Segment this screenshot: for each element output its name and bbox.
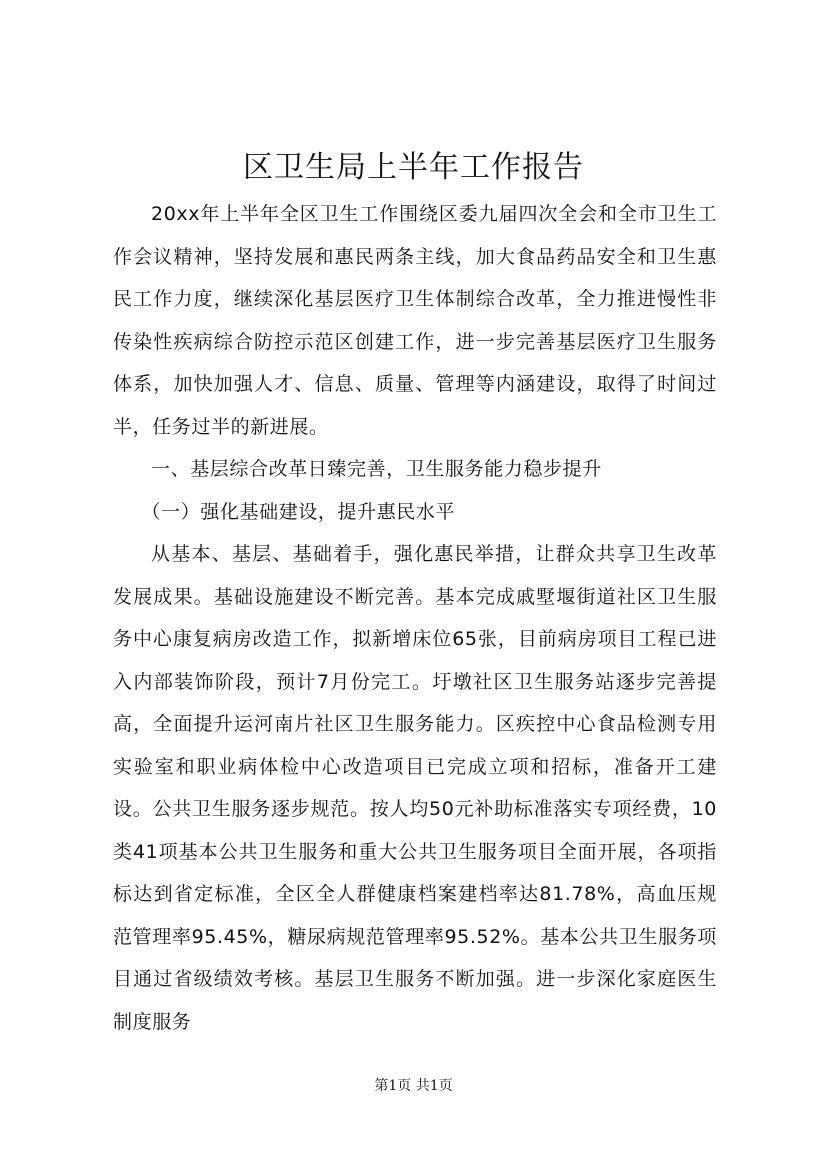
document-body xyxy=(113,193,717,1043)
body-paragraph: 从基本、基层、基础着手，强化惠民举措，让群众共享卫生改革发展成果。基础设施建设不断完善。基本完成戚墅堰街道社区卫生服务中心康复病房改造工作，拟新增床位65张，目前病房项目工程已进入内部装饰阶段，预计7月份完工。圩墩社区卫生服务站逐步完善提高，全面提升运河南片社区卫生服务能力。区疾控中心食品检测专用实验室和职业病体检中心改造项目已完成立项和招标，准备开工建设。公共卫生服务逐步规范。按人均50元补助标准落实专项经费，10类41项基本公共卫生服务和重大公共卫生服务项目全面开展，各项指标达到省定标准，全区全人群健康档案建档率达81.78%，高血压规范管理率95.45%，糖尿病规范管理率95.52%。基本公共卫生服务项目通过省级绩效考核。基层卫生服务不断加强。进一步深化家庭医生制度服务 xyxy=(113,543,717,1033)
subsection-heading: （一）强化基础建设，提升惠民水平 xyxy=(141,500,456,523)
page-footer: 第1页 共1页 xyxy=(374,1078,453,1094)
intro-paragraph: 20xx年上半年全区卫生工作围绕区委九届四次全会和全市卫生工作会议精神，坚持发展和惠民两条主线，加大食品药品安全和卫生惠民工作力度，继续深化基层医疗卫生体制综合改革，全力推进慢性非传染性疾病综合防控示范区创建工作，进一步完善基层医疗卫生服务体系，加快加强人才、信息、质量、管理等内涵建设，取得了时间过半，任务过半的新进展。 xyxy=(113,203,717,438)
document-title: 区卫生局上半年工作报告 xyxy=(243,150,584,185)
section-heading: 一、基层综合改革日臻完善，卫生服务能力稳步提升 xyxy=(151,458,602,480)
